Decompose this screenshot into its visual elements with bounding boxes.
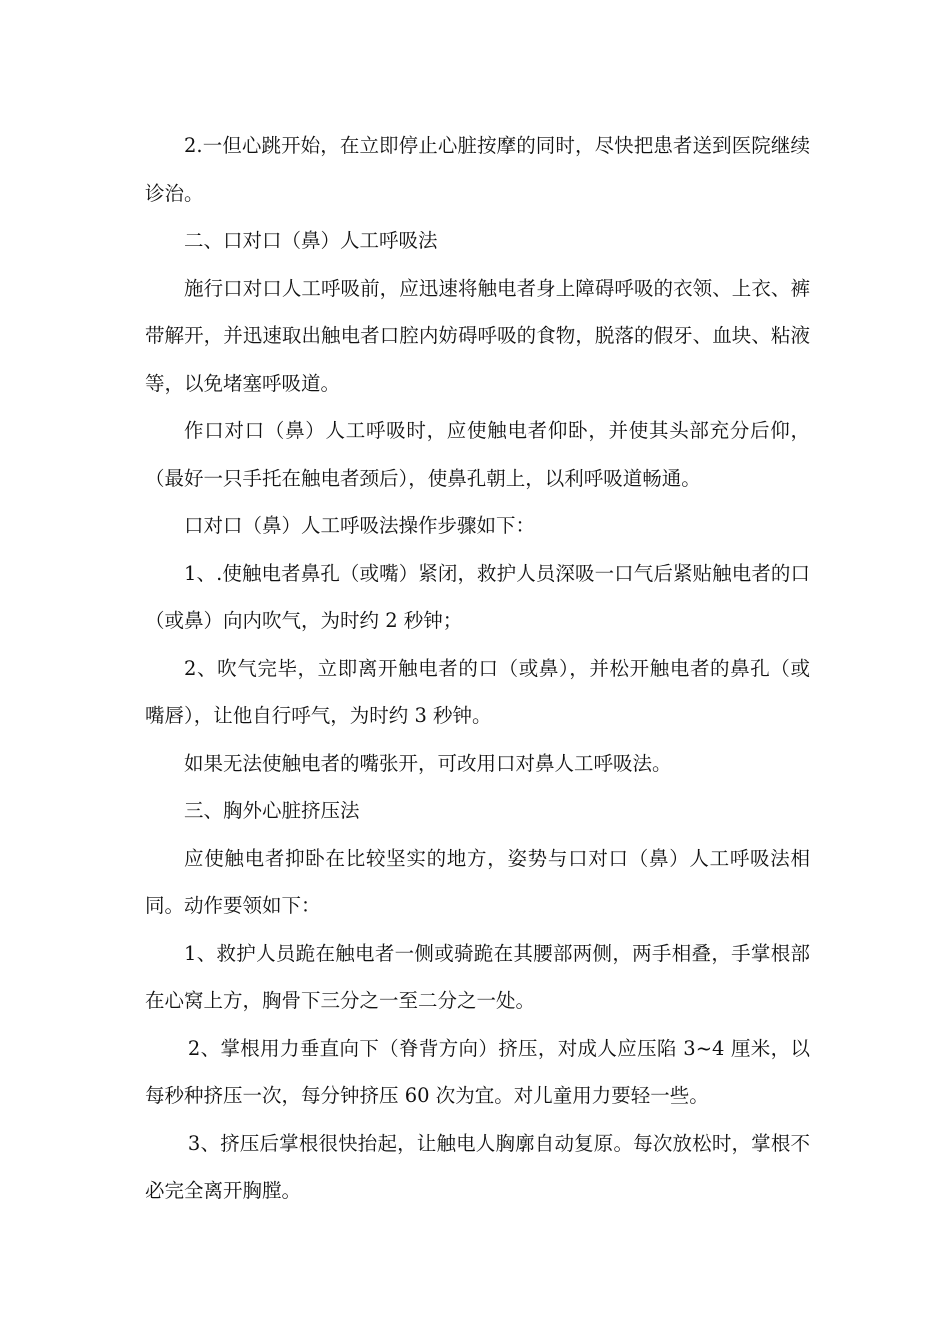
paragraph-compression-posture: 应使触电者抑卧在比较坚实的地方，姿势与口对口（鼻）人工呼吸法相同。动作要领如下： [145,846,810,917]
document-page [145,122,810,1215]
paragraph-mouth-to-nose: 如果无法使触电者的嘴张开，可改用口对鼻人工呼吸法。 [184,751,672,775]
paragraph-step-2-exhale: 2、吹气完毕，立即离开触电者的口（或鼻），并松开触电者的鼻孔（或嘴唇），让他自行呼气，为时约 3 秒钟。 [145,656,810,727]
section-heading-mouth-to-mouth: 二、口对口（鼻）人工呼吸法 [184,229,438,252]
paragraph-heart-restart-transfer: 2.一但心跳开始，在立即停止心脏按摩的同时，尽快把患者送到医院继续诊治。 [145,134,810,205]
paragraph-compression-step-3: 3、挤压后掌根很快抬起，让触电人胸廓自动复原。每次放松时，掌根不必完全离开胸膛。 [145,1131,810,1202]
paragraph-steps-intro: 口对口（鼻）人工呼吸法操作步骤如下： [184,514,536,537]
paragraph-step-1-blow: 1、.使触电者鼻孔（或嘴）紧闭，救护人员深吸一口气后紧贴触电者的口（或鼻）向内吹气，为时约 2 秒钟； [145,561,810,632]
paragraph-compression-step-1: 1、救护人员跪在触电者一侧或骑跪在其腰部两侧，两手相叠，手掌根部在心窝上方，胸骨下三分之一至二分之一处。 [145,941,810,1012]
paragraph-preparation: 施行口对口人工呼吸前，应迅速将触电者身上障碍呼吸的衣领、上衣、裤带解开，并迅速取出触电者口腔内妨碍呼吸的食物，脱落的假牙、血块、粘液等，以免堵塞呼吸道。 [145,276,810,395]
section-heading-chest-compression: 三、胸外心脏挤压法 [184,799,360,822]
paragraph-compression-step-2: 2、掌根用力垂直向下（脊背方向）挤压，对成人应压陷 3~4 厘米，以每秒种挤压一次，每分钟挤压 60 次为宜。对儿童用力要轻一些。 [145,1036,810,1107]
paragraph-position: 作口对口（鼻）人工呼吸时，应使触电者仰卧，并使其头部充分后仰，（最好一只手托在触电者颈后），使鼻孔朝上，以利呼吸道畅通。 [145,419,810,490]
